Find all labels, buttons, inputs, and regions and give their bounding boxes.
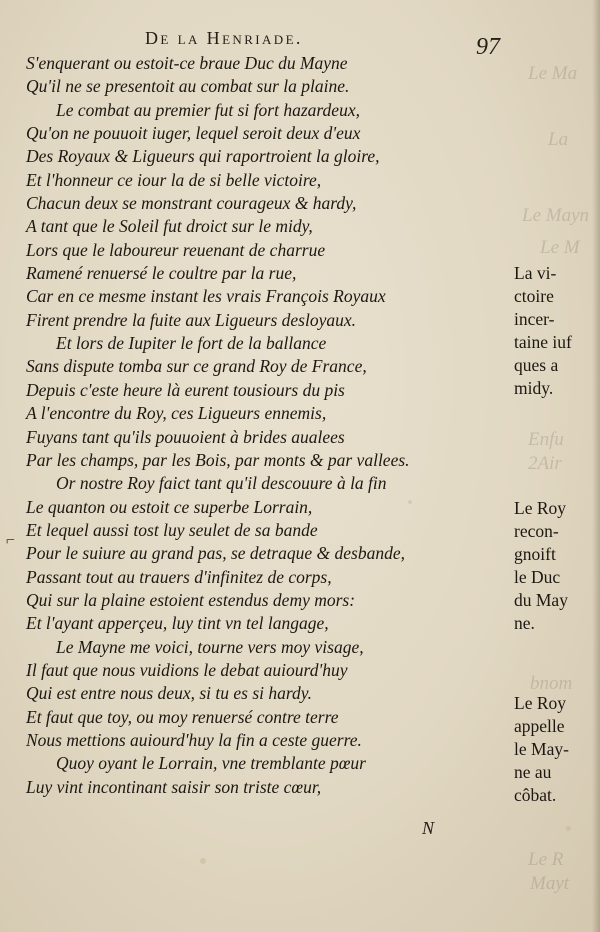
verse-line: Par les champs, par les Bois, par monts & par vallees. (26, 449, 410, 470)
side-note-line: côbat. (514, 785, 557, 805)
side-note-victory (514, 262, 572, 400)
side-note-line: ne. (514, 613, 535, 633)
verse-line: Pour le suiure au grand pas, se detraque & desbande, (26, 543, 405, 564)
verse-line: Qui sur la plaine estoient estendus demy mors: (26, 589, 356, 610)
verse-line: A l'encontre du Roy, ces Ligueurs ennemis, (26, 403, 327, 424)
side-note-line: recon- (514, 521, 559, 541)
verse-line: Nous mettions auiourd'huy la fin a ceste guerre. (26, 729, 362, 750)
margin-mark-icon: ⌐ (6, 532, 16, 549)
age-spot (566, 826, 571, 831)
side-note-line: du May (514, 590, 568, 610)
page-number: 97 (476, 34, 500, 60)
bleedthrough-top-1: Le Ma (528, 63, 578, 84)
verse-line: Et l'ayant apperçeu, luy tint vn tel langage, (26, 613, 329, 634)
verse-line: Le Mayne me voici, tourne vers moy visage, (56, 636, 364, 657)
side-note-line: La vi- (514, 263, 557, 283)
running-header (145, 28, 445, 52)
side-note-line: incer- (514, 309, 555, 329)
verse-line: Or nostre Roy faict tant qu'il descouure à la fin (56, 473, 387, 494)
verse-line: Quoy oyant le Lorrain, vne tremblante pœur (56, 753, 366, 774)
verse-body (26, 52, 496, 799)
verse-line: Le quanton ou estoit ce superbe Lorrain, (26, 496, 313, 517)
verse-line: A tant que le Soleil fut droict sur le midy, (26, 216, 313, 237)
verse-line: Firent prendre la fuite aux Ligueurs desloyaux. (26, 309, 357, 330)
bleedthrough-lower-2: Le R (528, 849, 564, 870)
side-note-line: le May- (514, 739, 569, 759)
verse-line: Luy vint incontinant saisir son triste cœur, (26, 776, 322, 797)
verse-line: Et l'honneur ce iour la de si belle victoire, (26, 169, 322, 190)
verse-line: Et lors de Iupiter le fort de la ballance (56, 333, 327, 354)
bleedthrough-middle-2: 2Air (528, 453, 562, 474)
side-note-line: ne au (514, 762, 552, 782)
verse-line: Sans dispute tomba sur ce grand Roy de France, (26, 356, 367, 377)
bleedthrough-middle-1: Enfu (528, 429, 564, 450)
verse-line: Qu'on ne pouuoit iuger, lequel seroit deux d'eux (26, 123, 361, 144)
bleedthrough-top-2: La (548, 129, 569, 150)
side-note-line: taine iuf (514, 332, 572, 352)
running-title: De la Henriade. (145, 28, 303, 48)
signature-mark: N (422, 818, 435, 838)
side-note-line: gnoift (514, 544, 556, 564)
side-note-king-calls (514, 692, 569, 807)
verse-line: Lors que le laboureur reuenant de charrue (26, 239, 326, 260)
verse-line: Car en ce mesme instant les vrais François Royaux (26, 286, 386, 307)
verse-line: S'enquerant ou estoit-ce braue Duc du Mayne (26, 53, 348, 73)
verse-line: Passant tout au trauers d'infinitez de corps, (26, 566, 332, 587)
bleedthrough-top-4: Le M (540, 237, 580, 258)
verse-line: Des Royaux & Ligueurs qui raportroient la gloire, (26, 146, 380, 167)
verse-line: Et lequel aussi tost luy seulet de sa bande (26, 519, 318, 540)
verse-line: Depuis c'este heure là eurent tousiours du pis (26, 379, 345, 400)
bleedthrough-lower-1: bnom (530, 673, 573, 694)
side-note-line: appelle (514, 716, 565, 736)
verse-line: Chacun deux se monstrant courageux & hardy, (26, 193, 357, 214)
side-note-line: Le Roy (514, 498, 567, 518)
verse-line: Qui est entre nous deux, si tu es si hardy. (26, 683, 312, 704)
age-spot (200, 858, 206, 864)
side-note-king-recognizes (514, 497, 568, 635)
verse-line: Il faut que nous vuidions le debat auiourd'huy (26, 659, 348, 680)
verse-line: Ramené renuersé le coultre par la rue, (26, 263, 297, 284)
bleedthrough-lower-3: Mayt (530, 873, 570, 894)
bleedthrough-top-3: Le Mayn (522, 205, 590, 226)
verse-line: Qu'il ne se presentoit au combat sur la plaine. (26, 76, 350, 97)
page-edge-shadow (592, 0, 600, 932)
verse-line: Le combat au premier fut si fort hazardeux, (56, 99, 360, 120)
side-note-line: ctoire (514, 286, 554, 306)
side-note-line: midy. (514, 378, 554, 398)
verse-line: Et faut que toy, ou moy renuersé contre terre (26, 706, 339, 727)
side-note-line: ques a (514, 355, 559, 375)
side-note-line: le Duc (514, 567, 561, 587)
side-note-line: Le Roy (514, 693, 567, 713)
verse-line: Fuyans tant qu'ils pouuoient à brides aualees (26, 426, 345, 447)
